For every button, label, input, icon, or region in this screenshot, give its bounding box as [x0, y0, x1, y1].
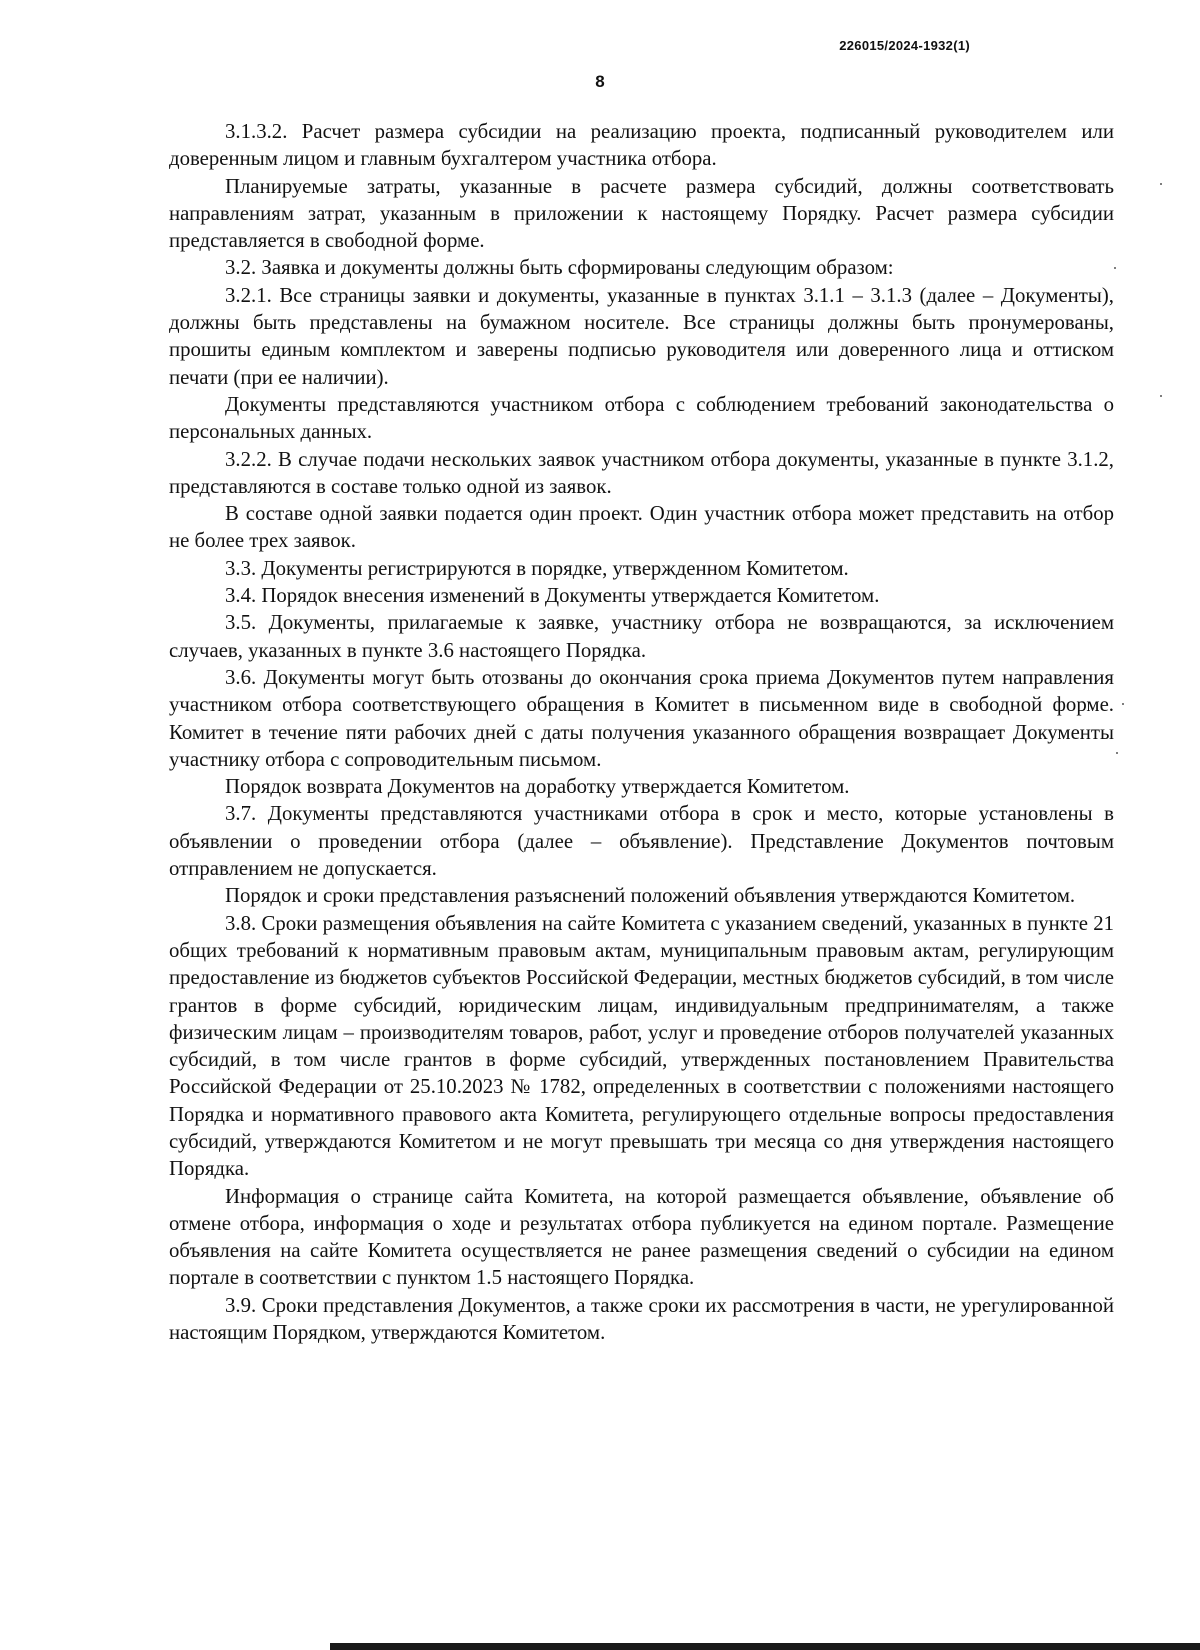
paragraph-3-9: 3.9. Сроки представления Документов, а также сроки их рассмотрения в части, не урегулированной настоящим Порядком, утверждаются Комитетом.: [169, 1293, 1114, 1345]
paragraph-3-7: 3.7. Документы представляются участниками отбора в срок и место, которые установлены в объявлении о проведении отбора (далее – объявление). Представление Документов почтовым отправлением не допускается.: [169, 802, 1114, 881]
paragraph-3-2: 3.2. Заявка и документы должны быть сформированы следующим образом:: [225, 256, 894, 280]
paragraph-personal-data: Документы представляются участником отбора с соблюдением требований законодательства о персональных данных.: [169, 392, 1114, 444]
paragraph-3-6: 3.6. Документы могут быть отозваны до окончания срока приема Документов путем направления участником отбора соответствующего обращения в Комитет в письменном виде в свободной форме. Комитет в течение пяти рабочих дней с даты получения указанного обращения возвращает Документы участнику отбора с сопроводительным письмом.: [169, 665, 1114, 771]
paragraph-planned-costs: Планируемые затраты, указанные в расчете размера субсидий, должны соответствовать направлениям затрат, указанным в приложении к настоящему Порядку. Расчет размера субсидии представляется в свободной форме.: [169, 174, 1114, 253]
paragraph-3-2-1: 3.2.1. Все страницы заявки и документы, указанные в пунктах 3.1.1 – 3.1.3 (далее – Документы), должны быть представлены на бумажном носителе. Все страницы должны быть пронумерованы, прошиты единым комплектом и заверены подписью руководителя или доверенного лица и оттиском печати (при ее наличии).: [169, 283, 1114, 389]
paragraph-3-8: 3.8. Сроки размещения объявления на сайте Комитета с указанием сведений, указанных в пункте 21 общих требований к нормативным правовым актам, муниципальным правовым актам, регулирующим предоставление из бюджетов субъектов Российской Федерации, местных бюджетов субсидий, в том числе грантов в форме субсидий, юридическим лицам, индивидуальным предпринимателям, а также физическим лицам – производителям товаров, работ, услуг и проведение отборов получателей указанных субсидий, в том числе грантов в форме субсидий, утвержденных постановлением Правительства Российской Федерации от 25.10.2023 № 1782, определенных в соответствии с положениями настоящего Порядка и нормативного правового акта Комитета, регулирующего отдельные вопросы предоставления субсидий, утверждаются Комитетом и не могут превышать три месяца со дня утверждения настоящего Порядка.: [169, 911, 1114, 1181]
document-body: [169, 118, 1114, 1346]
paragraph-3-4: 3.4. Порядок внесения изменений в Документы утверждается Комитетом.: [225, 584, 880, 608]
scan-speck: [1160, 395, 1162, 397]
scan-speck: [1160, 183, 1162, 185]
paragraph-3-1-3-2: 3.1.3.2. Расчет размера субсидии на реализацию проекта, подписанный руководителем или доверенным лицом и главным бухгалтером участника отбора.: [169, 120, 1114, 171]
paragraph-site-information: Информация о странице сайта Комитета, на которой размещается объявление, объявление об отмене отбора, информация о ходе и результатах отбора публикуется на едином портале. Размещение объявления на сайте Комитета осуществляется не ранее размещения сведений о субсидии на едином портале в соответствии с пунктом 1.5 настоящего Порядка.: [169, 1184, 1114, 1290]
paragraph-3-2-2: 3.2.2. В случае подачи нескольких заявок участником отбора документы, указанные в пункте 3.1.2, представляются в составе только одной из заявок.: [169, 447, 1114, 498]
paragraph-clarifications: Порядок и сроки представления разъяснений положений объявления утверждаются Комитетом.: [225, 884, 1076, 908]
scan-edge-bar: [330, 1643, 1200, 1650]
paragraph-one-project: В составе одной заявки подается один проект. Один участник отбора может представить на отбор не более трех заявок.: [169, 502, 1114, 553]
paragraph-3-5: 3.5. Документы, прилагаемые к заявке, участнику отбора не возвращаются, за исключением случаев, указанных в пункте 3.6 настоящего Порядка.: [169, 611, 1114, 662]
paragraph-return-order: Порядок возврата Документов на доработку утверждается Комитетом.: [225, 775, 850, 799]
scan-speck: [1116, 752, 1118, 754]
scan-speck: [1114, 267, 1116, 269]
document-registration-number: 226015/2024-1932(1): [839, 38, 970, 53]
scan-speck: [1122, 703, 1124, 705]
paragraph-3-3: 3.3. Документы регистрируются в порядке, утвержденном Комитетом.: [225, 556, 849, 580]
page-number: 8: [595, 72, 605, 91]
